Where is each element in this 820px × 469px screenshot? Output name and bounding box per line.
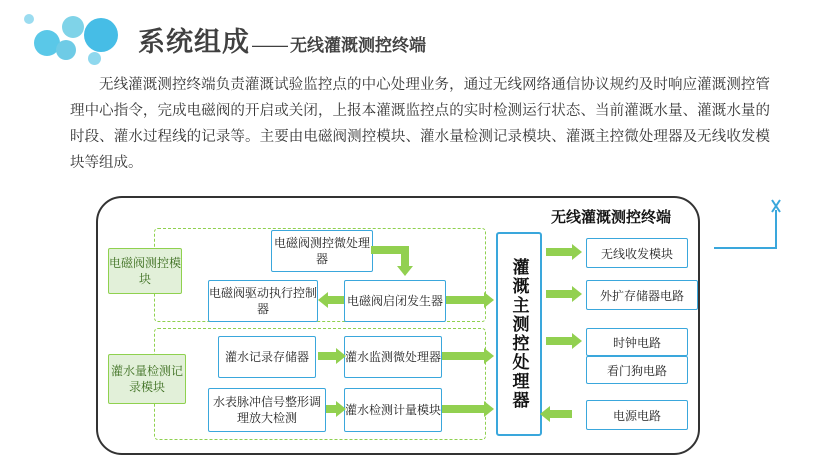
bubble-icon (62, 16, 84, 38)
node-valve-actuator: 电磁阀启闭发生器 (344, 280, 446, 322)
bubble-icon (84, 18, 118, 52)
arrowhead-right (572, 333, 582, 349)
node-valve-driver: 电磁阀驱动执行控制器 (208, 280, 318, 322)
page-header (0, 0, 820, 70)
arrow-valve-mcu-to-actuator-v (401, 246, 409, 268)
node-valve-mcu: 电磁阀测控微处理器 (271, 230, 373, 272)
arrow-watermcu-to-central (442, 352, 484, 360)
arrowhead-right (336, 401, 346, 417)
node-power-circuit: 电源电路 (586, 400, 688, 430)
node-clock-circuit: 时钟电路 (586, 328, 688, 356)
arrow-actuator-to-central (446, 296, 484, 304)
node-water-store: 灌水记录存储器 (218, 336, 316, 378)
arrowhead-right (336, 348, 346, 364)
arrowhead-right (484, 348, 494, 364)
diagram-title: 无线灌溉测控终端 (551, 209, 672, 226)
node-water-mcu: 灌水监测微处理器 (344, 336, 442, 378)
arrowhead-right (484, 401, 494, 417)
label-water-module: 灌水量检测记录模块 (108, 354, 186, 404)
bubble-icon (56, 40, 76, 60)
arrowhead-down (397, 266, 413, 276)
title-dash: —— (252, 35, 288, 55)
arrowhead-right (572, 286, 582, 302)
arrow-actuator-to-driver (328, 296, 344, 304)
bubbles-decoration (18, 12, 128, 64)
bubble-icon (88, 52, 101, 65)
page-title (138, 20, 426, 59)
arrow-central-to-wireless (546, 248, 572, 256)
node-wireless-module: 无线收发模块 (586, 238, 688, 268)
node-external-memory: 外扩存储器电路 (586, 280, 698, 310)
label-valve-module: 电磁阀测控模块 (108, 248, 182, 294)
arrow-central-to-clock (546, 337, 572, 345)
page-title-sub: 无线灌溉测控终端 (290, 36, 426, 55)
arrowhead-right (484, 292, 494, 308)
arrowhead-right (572, 244, 582, 260)
body-paragraph: 无线灌溉测控终端负责灌溉试验监控点的中心处理业务，通过无线网络通信协议规约及时响应灌溉测控管理中心指令，完成电磁阀的开启或关闭，上报本灌溉监控点的实时检测运行状态、当前灌溉水量、灌溉水量的时段、灌水过程线的记录等。主要由电磁阀测控模块、灌水量检测记录模块、灌溉主控微处理器及无线收发模块等组成。 (70, 77, 770, 171)
arrow-store-to-mcu (318, 352, 338, 360)
system-diagram (96, 196, 786, 458)
node-watchdog-circuit: 看门狗电路 (586, 356, 688, 384)
node-water-meter: 灌水检测计量模块 (344, 388, 442, 432)
arrow-central-to-memory (546, 290, 572, 298)
central-processor-label: 灌溉主测控处理器 (509, 258, 529, 410)
arrow-valve-mcu-to-actuator-h (371, 246, 405, 254)
bubble-icon (24, 14, 34, 24)
arrowhead-left (540, 406, 550, 422)
page-title-main: 系统组成 (138, 27, 250, 57)
arrowhead-left (318, 292, 328, 308)
antenna-icon (694, 196, 786, 286)
arrow-meter-to-central (442, 405, 484, 413)
node-central-processor (496, 232, 542, 436)
node-pulse-conditioner: 水表脉冲信号整形调理放大检测 (208, 388, 326, 432)
